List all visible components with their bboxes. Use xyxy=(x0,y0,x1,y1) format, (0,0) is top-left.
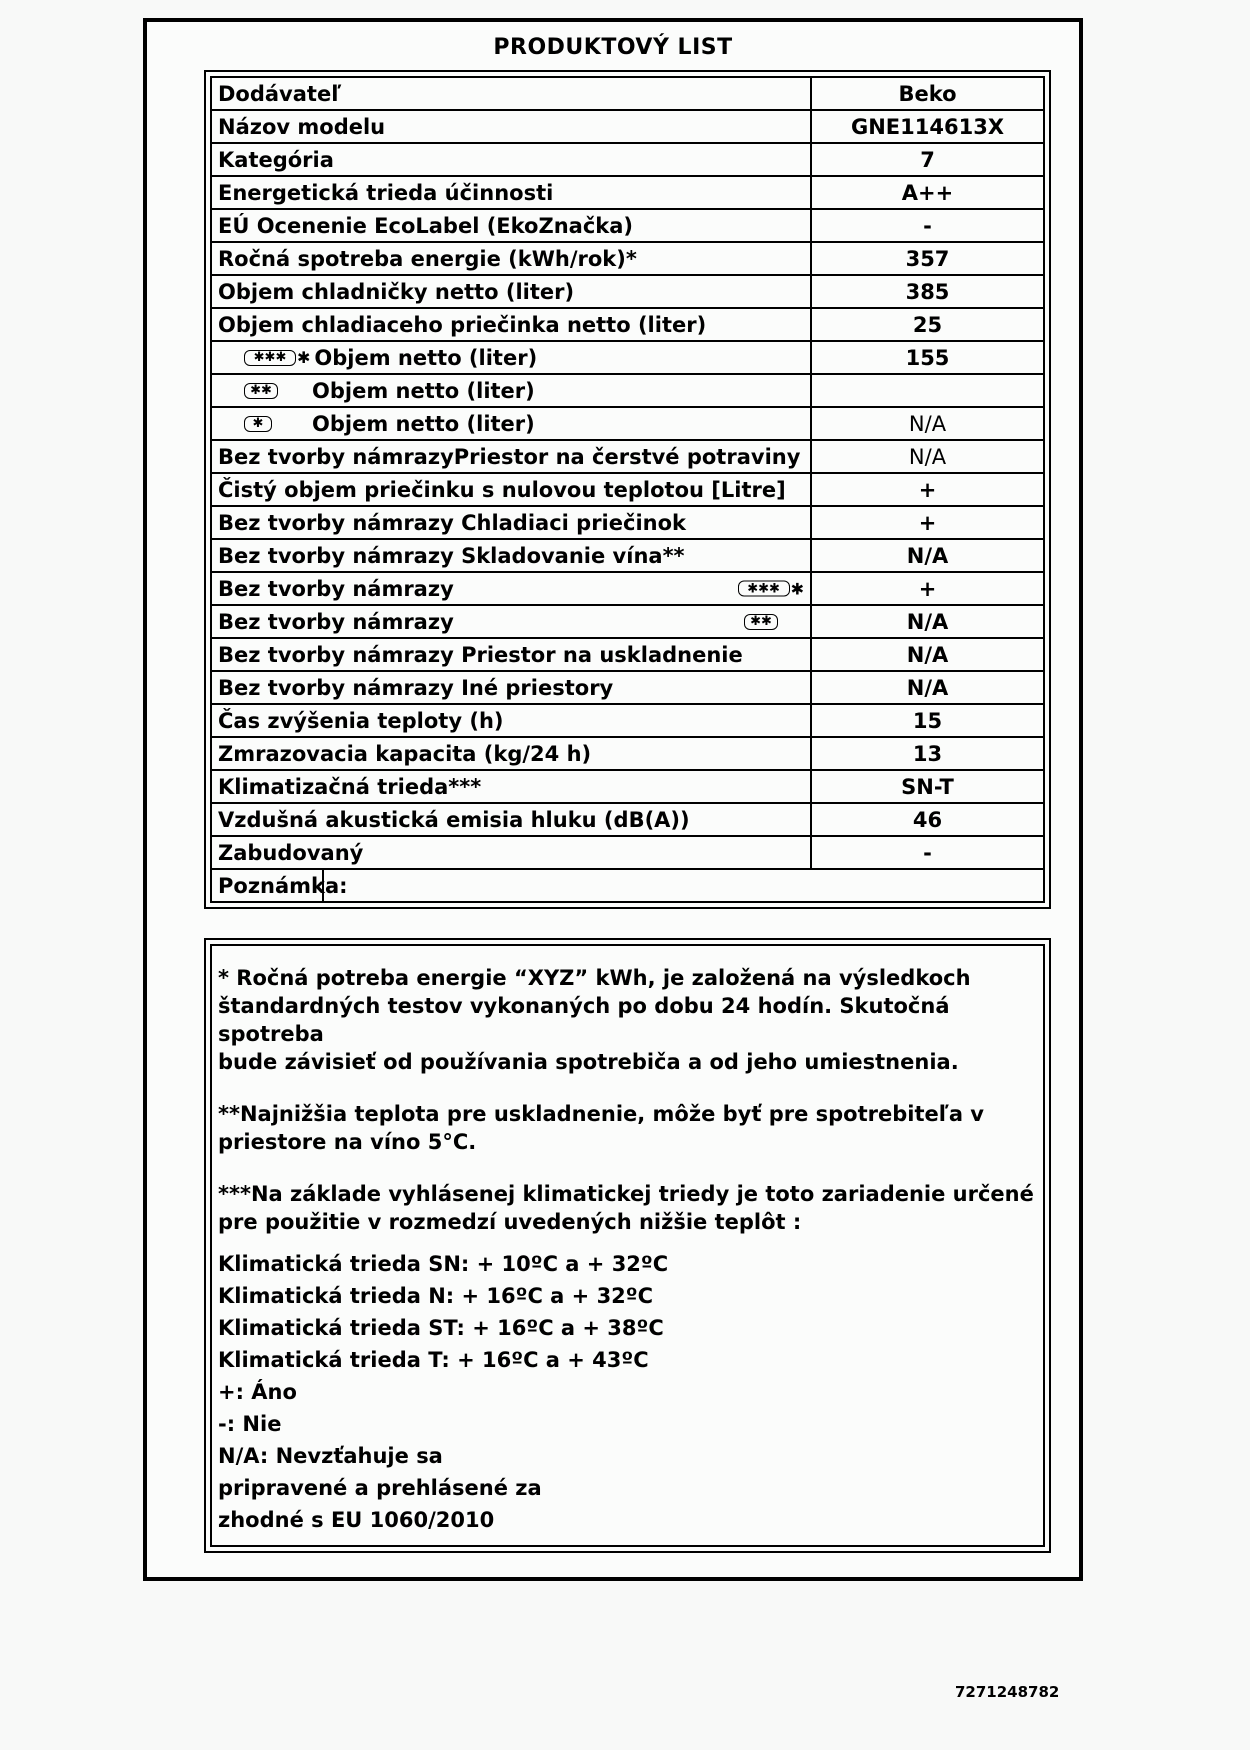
table-row xyxy=(212,771,1043,804)
row-label: Objem netto (liter) xyxy=(312,411,535,436)
row-label-with-icon xyxy=(212,342,812,373)
row-label-with-icon xyxy=(212,573,812,604)
row-value: + xyxy=(918,477,937,502)
row-label: Objem netto (liter) xyxy=(312,378,535,403)
row-value: - xyxy=(923,213,932,238)
four-star-freezer-icon: ✱✱✱ xyxy=(738,581,790,597)
footnote-climate-class: ***Na základe vyhlásenej klimatickej triedy je toto zariadenie určené pre použitie v rozmedzí uvedených nižšie teplôt : xyxy=(218,1182,1034,1234)
row-label: Čistý objem priečinku s nulovou teplotou [Litre] xyxy=(212,474,812,505)
row-label: Dodávateľ xyxy=(212,78,812,109)
table-row xyxy=(212,111,1043,144)
row-label: Objem netto (liter) xyxy=(314,345,538,370)
row-label-with-icon xyxy=(212,606,812,637)
footnote-energy: * Ročná potreba energie “XYZ” kWh, je založená na výsledkoch štandardných testov vykonaných po dobu 24 hodín. Skutočná spotreba bude závisieť od používania spotrebiča a od jeho umiestnenia. xyxy=(218,966,971,1074)
legend-item: +: Áno xyxy=(218,1380,297,1404)
compliance-line: zhodné s EU 1060/2010 xyxy=(218,1508,495,1532)
row-label: Názov modelu xyxy=(212,111,812,142)
legend-item: -: Nie xyxy=(218,1412,282,1436)
table-row xyxy=(212,408,1043,441)
row-value: N/A xyxy=(906,642,949,667)
table-row xyxy=(212,309,1043,342)
right-icon-wrap xyxy=(738,579,804,598)
one-star-freezer-icon: ✱ xyxy=(244,416,272,432)
row-value xyxy=(812,375,1043,406)
table-row xyxy=(212,243,1043,276)
right-icon-wrap xyxy=(744,614,778,630)
row-value: - xyxy=(923,840,932,865)
spec-table-inner xyxy=(210,76,1045,903)
table-row xyxy=(212,606,1043,639)
climate-class-item: Klimatická trieda N: + 16ºC a + 32ºC xyxy=(218,1284,654,1308)
four-star-freezer-icon: ✱✱✱ xyxy=(244,350,296,366)
row-value: 25 xyxy=(912,312,943,337)
table-row xyxy=(212,804,1043,837)
row-value: N/A xyxy=(908,444,947,469)
row-value: SN-T xyxy=(901,774,954,799)
footnotes-box xyxy=(204,938,1051,1553)
row-value: + xyxy=(918,510,937,535)
table-row xyxy=(212,540,1043,573)
climate-class-item: Klimatická trieda T: + 16ºC a + 43ºC xyxy=(218,1348,649,1372)
table-row xyxy=(212,210,1043,243)
row-label: Ročná spotreba energie (kWh/rok)* xyxy=(212,243,812,274)
climate-class-item: Klimatická trieda SN: + 10ºC a + 32ºC xyxy=(218,1252,669,1276)
row-label: Objem chladiaceho priečinka netto (liter) xyxy=(212,309,812,340)
table-row xyxy=(212,276,1043,309)
table-row xyxy=(212,177,1043,210)
footnote-wine-storage: **Najnižšia teplota pre uskladnenie, môže byť pre spotrebiteľa v priestore na víno 5°C. xyxy=(218,1102,984,1154)
row-value: N/A xyxy=(908,411,947,436)
row-label: EÚ Ocenenie EcoLabel (EkoZnačka) xyxy=(212,210,812,241)
row-label: Bez tvorby námrazy xyxy=(218,576,454,601)
row-value: 385 xyxy=(905,279,950,304)
spec-table xyxy=(204,70,1051,909)
row-label-with-icon xyxy=(212,408,812,439)
table-row xyxy=(212,738,1043,771)
table-row xyxy=(212,705,1043,738)
table-row xyxy=(212,837,1043,870)
row-label: Bez tvorby námrazy Iné priestory xyxy=(212,672,812,703)
table-row xyxy=(212,639,1043,672)
table-row xyxy=(212,474,1043,507)
two-star-freezer-icon: ✱✱ xyxy=(744,614,778,630)
row-value: 46 xyxy=(912,807,943,832)
table-row xyxy=(212,78,1043,111)
note-divider xyxy=(322,870,324,901)
row-label: Vzdušná akustická emisia hluku (dB(A)) xyxy=(212,804,812,835)
row-label: Zmrazovacia kapacita (kg/24 h) xyxy=(212,738,812,769)
table-row xyxy=(212,507,1043,540)
row-value: N/A xyxy=(906,609,949,634)
note-label xyxy=(212,870,1043,901)
row-label: Poznámka: xyxy=(218,873,348,898)
row-label: Kategória xyxy=(212,144,812,175)
footnotes-inner xyxy=(210,944,1045,1547)
compliance-line: pripravené a prehlásené za xyxy=(218,1476,542,1500)
row-label: Bez tvorby námrazy Chladiaci priečinok xyxy=(212,507,812,538)
page-title: PRODUKTOVÝ LIST xyxy=(493,35,733,60)
row-label: Bez tvorby námrazy Skladovanie vína** xyxy=(212,540,812,571)
row-value: + xyxy=(918,576,937,601)
table-row xyxy=(212,342,1043,375)
note-row xyxy=(212,870,1043,901)
product-sheet-frame xyxy=(143,18,1083,1581)
row-label: Energetická trieda účinnosti xyxy=(212,177,812,208)
row-value: Beko xyxy=(898,81,957,106)
row-value: N/A xyxy=(906,675,949,700)
climate-class-item: Klimatická trieda ST: + 16ºC a + 38ºC xyxy=(218,1316,664,1340)
row-value: 7 xyxy=(920,147,935,172)
row-value: A++ xyxy=(901,180,954,205)
extra-star-icon: ✱ xyxy=(297,348,311,367)
row-value: 155 xyxy=(905,345,950,370)
row-value: 357 xyxy=(905,246,950,271)
table-row xyxy=(212,441,1043,474)
row-label-with-icon xyxy=(212,375,812,406)
row-value: 15 xyxy=(912,708,943,733)
row-label: Objem chladničky netto (liter) xyxy=(212,276,812,307)
table-row xyxy=(212,375,1043,408)
row-label: Klimatizačná trieda*** xyxy=(212,771,812,802)
extra-star-icon: ✱ xyxy=(790,579,804,598)
table-row xyxy=(212,573,1043,606)
row-label: Čas zvýšenia teploty (h) xyxy=(212,705,812,736)
row-value: GNE114613X xyxy=(850,114,1005,139)
document-code: 7271248782 xyxy=(955,1683,1060,1701)
table-row xyxy=(212,672,1043,705)
row-value: N/A xyxy=(906,543,949,568)
two-star-freezer-icon: ✱✱ xyxy=(244,383,278,399)
row-label: Bez tvorby námrazy Priestor na uskladnenie xyxy=(212,639,812,670)
legend-item: N/A: Nevzťahuje sa xyxy=(218,1444,443,1468)
table-row xyxy=(212,144,1043,177)
row-label: Bez tvorby námrazyPriestor na čerstvé potraviny xyxy=(212,441,812,472)
row-label: Bez tvorby námrazy xyxy=(218,609,454,634)
row-value: 13 xyxy=(912,741,943,766)
row-label: Zabudovaný xyxy=(212,837,812,868)
